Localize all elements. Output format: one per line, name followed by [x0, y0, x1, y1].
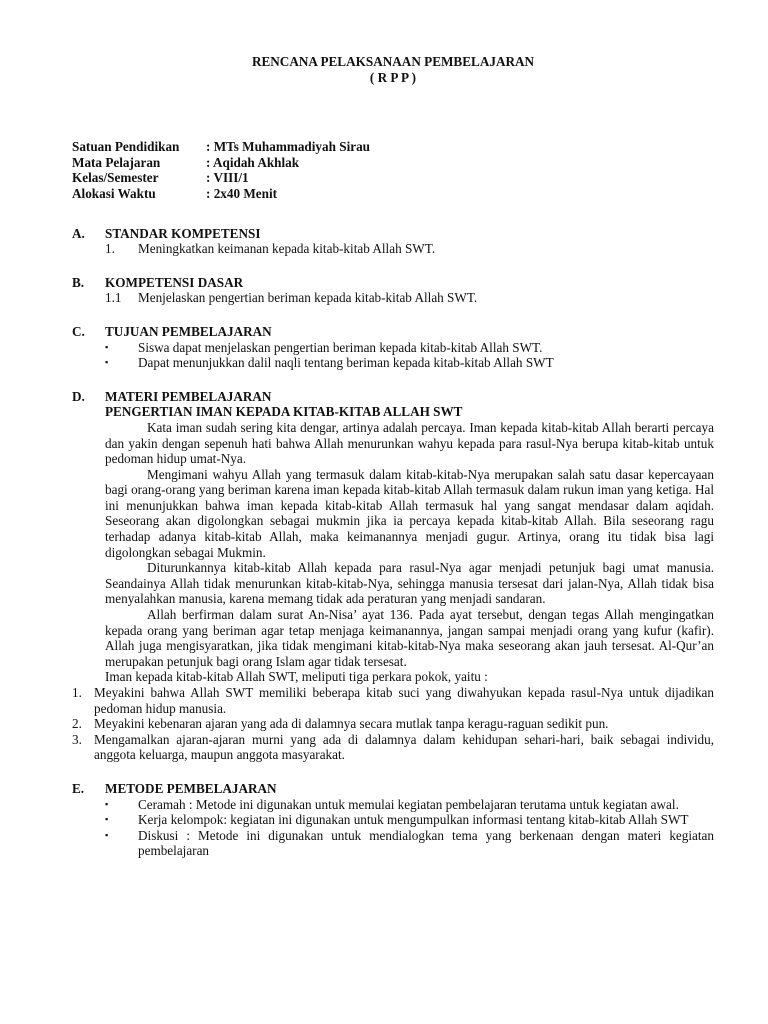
list-item	[72, 290, 714, 306]
list-item	[72, 797, 714, 813]
item-text: Siswa dapat menjelaskan pengertian beriman kepada kitab-kitab Allah SWT.	[138, 339, 543, 355]
info-key: Kelas/Semester	[72, 170, 159, 186]
list-item	[72, 355, 714, 371]
section-heading	[72, 275, 714, 291]
item-number: 1.	[105, 241, 115, 257]
item-text: Ceramah : Metode ini digunakan untuk memulai kegiatan pembelajaran terutama untuk kegiatan awal.	[138, 796, 679, 812]
info-value: : MTs Muhammadiyah Sirau	[206, 139, 371, 155]
item-text: Meyakini kebenaran ajaran yang ada di dalamnya secara mutlak tanpa keragu-raguan sedikit pun.	[94, 716, 609, 732]
info-key: Satuan Pendidikan	[72, 139, 180, 155]
section-metode-pembelajaran	[72, 781, 714, 859]
document-subtitle: ( R P P )	[369, 69, 417, 85]
item-text: Mengamalkan ajaran-ajaran murni yang ada di dalamnya dalam kehidupan sehari-hari, baik sebagai individu, anggota keluarga, maupun anggota masyarakat.	[94, 731, 714, 763]
item-text: Dapat menunjukkan dalil naqli tentang beriman kepada kitab-kitab Allah SWT	[138, 355, 554, 371]
section-letter: E.	[72, 780, 85, 796]
section-heading	[72, 226, 714, 242]
bullet-icon: ▪	[105, 341, 109, 352]
item-number: 1.	[72, 685, 82, 700]
section-title: KOMPETENSI DASAR	[105, 274, 244, 290]
list-item	[72, 716, 714, 732]
section-letter: B.	[72, 274, 85, 290]
item-text: Meyakini bahwa Allah SWT memiliki beberapa kitab suci yang diwahyukan kepada rasul-Nya untuk dijadikan pedoman hidup manusia.	[94, 685, 714, 716]
item-text: Meningkatkan keimanan kepada kitab-kitab Allah SWT.	[138, 241, 436, 257]
section-letter: D.	[72, 388, 85, 404]
paragraph: Allah berfirman dalam surat An-Nisa’ ayat 136. Pada ayat tersebut, dengan tegas Allah mengingatkan kepada orang yang beriman agar tetap menjaga keimanannya, jangan sampai menjadi orang yang kufur (kafir). Allah juga mengisyaratkan, jika tidak mengimani kitab-kitab-Nya maka seseorang akan jauh tersesat. Al-Qur’an merupakan petunjuk bagi orang Islam agar tidak tersesat.	[105, 607, 714, 669]
document-page	[72, 54, 714, 859]
info-row	[72, 186, 714, 202]
list-item	[72, 685, 714, 716]
section-tujuan-pembelajaran	[72, 324, 714, 371]
bullet-icon: ▪	[105, 357, 109, 368]
list-item	[72, 241, 714, 257]
materi-subtitle: PENGERTIAN IMAN KEPADA KITAB-KITAB ALLAH SWT	[105, 404, 463, 420]
materi-body	[72, 404, 714, 685]
item-text: Diskusi : Metode ini digunakan untuk mendialogkan tema yang berkenaan dengan materi kegiatan pembelajaran	[138, 827, 714, 859]
section-heading	[72, 389, 714, 405]
info-value: : Aqidah Akhlak	[206, 154, 300, 170]
section-title: MATERI PEMBELAJARAN	[105, 388, 272, 404]
list-intro: Iman kepada kitab-kitab Allah SWT, meliputi tiga perkara pokok, yaitu :	[105, 669, 488, 685]
section-title: METODE PEMBELAJARAN	[105, 780, 277, 796]
list-item	[72, 732, 714, 763]
item-text: Kerja kelompok: kegiatan ini digunakan untuk mengumpulkan informasi tentang kitab-kitab Allah SWT	[138, 812, 689, 828]
section-heading	[72, 324, 714, 340]
info-row	[72, 155, 714, 171]
paragraph: Diturunkannya kitab-kitab Allah kepada para rasul-Nya agar menjadi petunjuk bagi umat manusia. Seandainya Allah tidak menurunkan kitab-kitab-Nya, sehingga manusia tersesat dari jalan-Nya, Allah tidak bisa menyalahkan manusia, karena memang tidak ada peraturan yang menjadi sandaran.	[105, 560, 714, 607]
section-title: STANDAR KOMPETENSI	[105, 225, 261, 241]
section-standar-kompetensi	[72, 226, 714, 257]
numbered-list	[72, 685, 714, 763]
item-text: Menjelaskan pengertian beriman kepada kitab-kitab Allah SWT.	[138, 290, 478, 306]
list-item	[72, 340, 714, 356]
bullet-icon: ▪	[105, 814, 109, 825]
bullet-icon: ▪	[105, 798, 109, 809]
section-letter: C.	[72, 323, 85, 339]
list-item	[72, 812, 714, 828]
info-value: : VIII/1	[206, 170, 249, 186]
bullet-icon: ▪	[105, 829, 109, 840]
section-heading	[72, 781, 714, 797]
item-number: 3.	[72, 731, 82, 747]
identity-block	[72, 139, 714, 201]
info-key: Alokasi Waktu	[72, 185, 156, 201]
info-row	[72, 139, 714, 155]
section-materi-pembelajaran	[72, 389, 714, 763]
document-title: RENCANA PELAKSANAAN PEMBELAJARAN	[251, 54, 535, 69]
item-number: 1.1	[105, 290, 122, 306]
paragraph: Kata iman sudah sering kita dengar, artinya adalah percaya. Iman kepada kitab-kitab Allah berarti percaya dan yakin dengan sepenuh hati bahwa Allah menurunkan wahyu kepada para rasul-Nya berupa kitab-kitab untuk pedoman hidup umat-Nya.	[105, 419, 714, 467]
paragraph: Mengimani wahyu Allah yang termasuk dalam kitab-kitab-Nya merupakan salah satu dasar kepercayaan bagi orang-orang yang beriman karena iman kepada kitab-kitab Allah termasuk dalam rukun iman yang ketiga. Hal ini menunjukkan bahwa iman kepada kitab-kitab Allah termasuk hal yang sangat mendasar dalam aqidah. Seseorang akan digolongkan sebagai mukmin jika ia percaya kepada kitab-kitab Allah. Bila seseorang ragu terhadap adanya kitab-kitab Allah, maka keimanannya menjadi gugur. Artinya, orang itu tidak bisa lagi digolongkan sebagai Mukmin.	[105, 466, 714, 560]
info-key: Mata Pelajaran	[72, 154, 161, 170]
item-number: 2.	[72, 716, 82, 732]
section-letter: A.	[72, 225, 85, 241]
section-title: TUJUAN PEMBELAJARAN	[105, 323, 272, 339]
info-row	[72, 170, 714, 186]
section-kompetensi-dasar	[72, 275, 714, 306]
list-item	[72, 828, 714, 859]
info-value: : 2x40 Menit	[206, 185, 278, 201]
